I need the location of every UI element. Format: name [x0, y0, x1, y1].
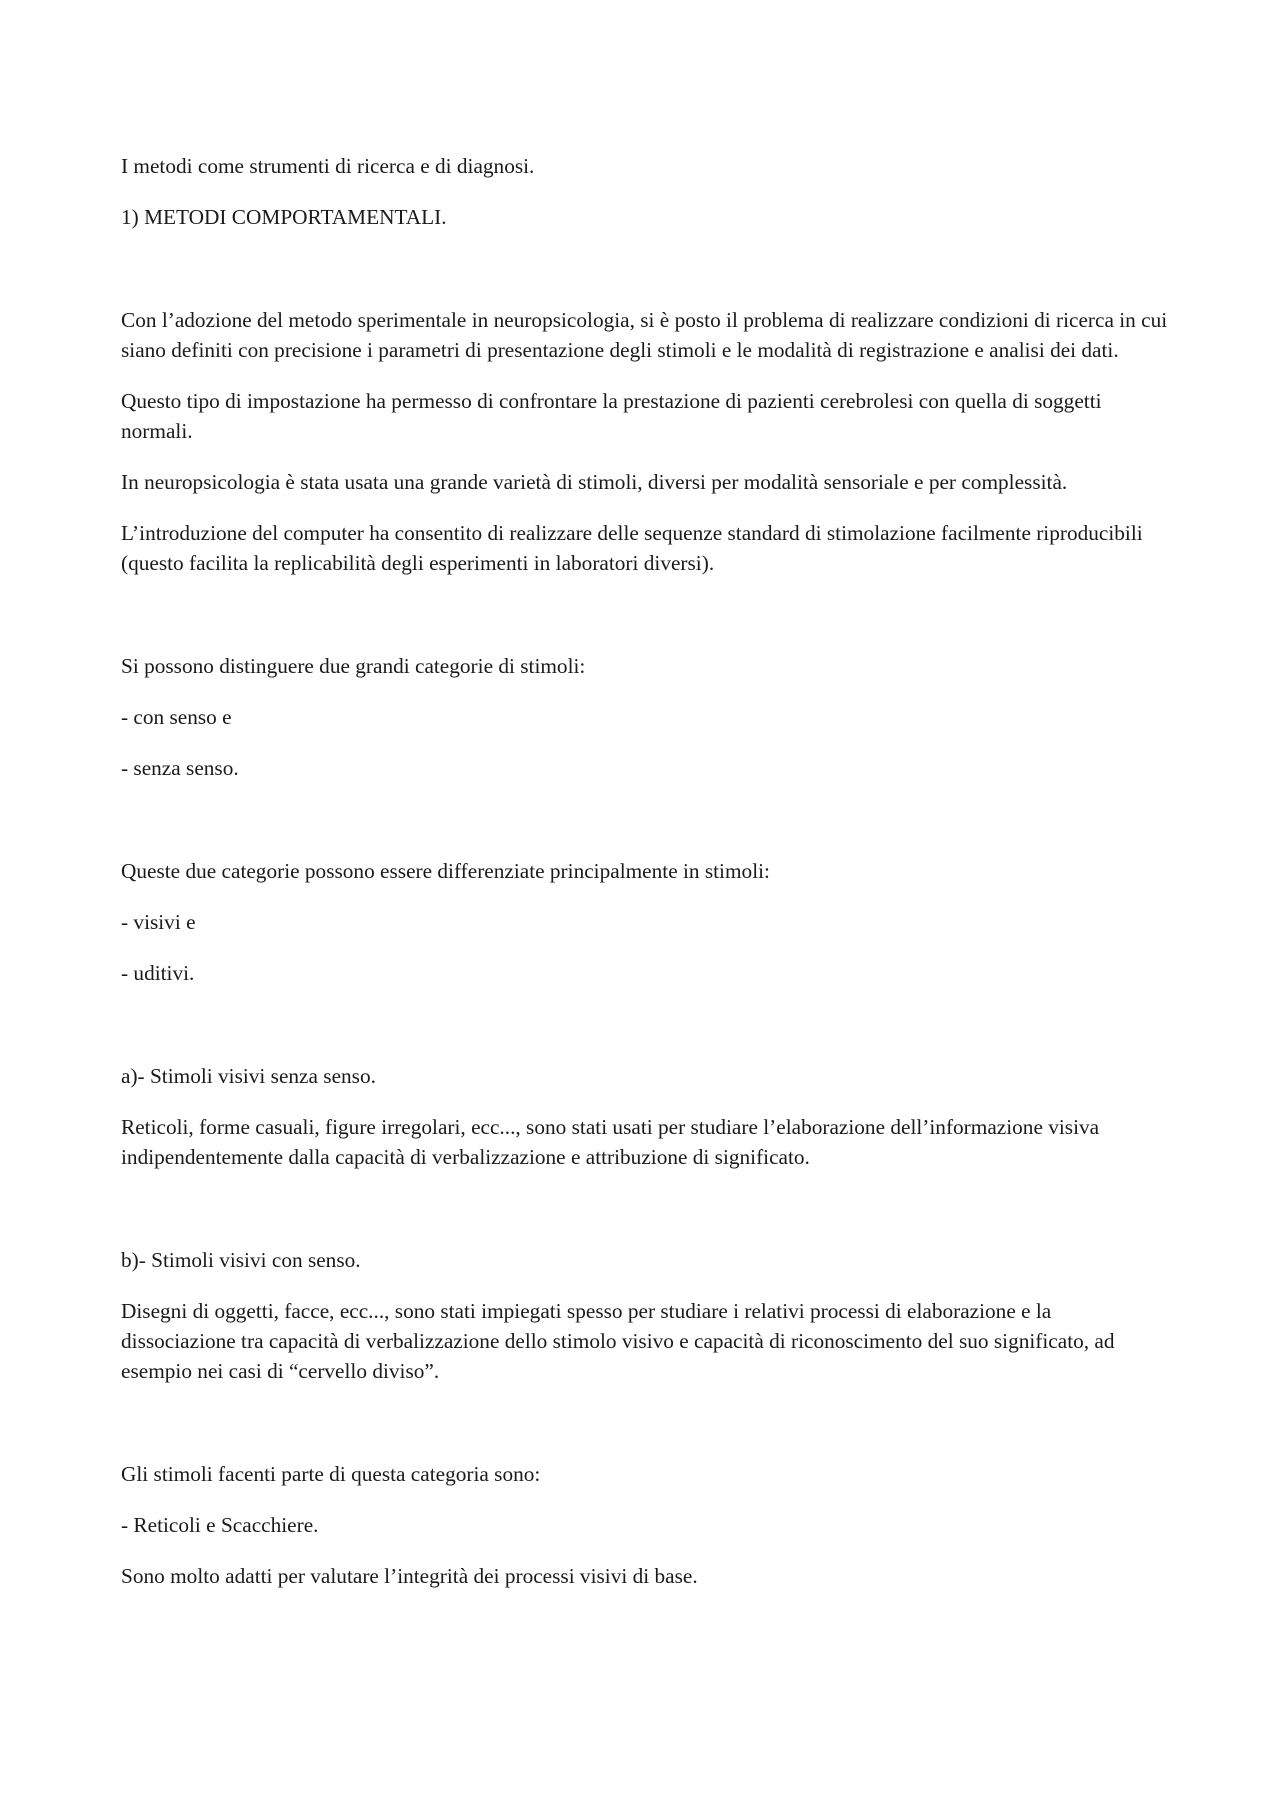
document-title: I metodi come strumenti di ricerca e di diagnosi. — [121, 154, 535, 178]
list-item: - Reticoli e Scacchiere. — [121, 1513, 319, 1537]
paragraph: Gli stimoli facenti parte di questa categoria sono: — [121, 1462, 541, 1486]
subsection-heading: a)- Stimoli visivi senza senso. — [121, 1064, 376, 1088]
list-item: - visivi e — [121, 910, 196, 934]
list-item: - senza senso. — [121, 756, 239, 780]
paragraph: Con l’adozione del metodo sperimentale in neuropsicologia, si è posto il problema di realizzare condizioni di ricerca in cui siano definiti con precisione i parametri di presentazione degli stimoli e le modalità di registrazione e analisi dei dati. — [121, 308, 1168, 362]
paragraph: Sono molto adatti per valutare l’integrità dei processi visivi di base. — [121, 1564, 698, 1588]
section-heading: 1) METODI COMPORTAMENTALI. — [121, 205, 447, 229]
paragraph: Si possono distinguere due grandi categorie di stimoli: — [121, 654, 586, 678]
document-body — [121, 151, 1171, 1591]
paragraph: Queste due categorie possono essere differenziate principalmente in stimoli: — [121, 859, 770, 883]
subsection-heading: b)- Stimoli visivi con senso. — [121, 1248, 361, 1272]
list-item: - con senso e — [121, 705, 232, 729]
paragraph: L’introduzione del computer ha consentito di realizzare delle sequenze standard di stimolazione facilmente riproducibili (questo facilita la replicabilità degli esperimenti in laboratori diversi). — [121, 521, 1143, 575]
list-item: - uditivi. — [121, 961, 195, 985]
paragraph: In neuropsicologia è stata usata una grande varietà di stimoli, diversi per modalità sensoriale e per complessità. — [121, 470, 1068, 494]
paragraph: Reticoli, forme casuali, figure irregolari, ecc..., sono stati usati per studiare l’elaborazione dell’informazione visiva indipendentemente dalla capacità di verbalizzazione e attribuzione di significato. — [121, 1115, 1100, 1169]
paragraph: Questo tipo di impostazione ha permesso di confrontare la prestazione di pazienti cerebrolesi con quella di soggetti normali. — [121, 389, 1102, 443]
paragraph: Disegni di oggetti, facce, ecc..., sono stati impiegati spesso per studiare i relativi processi di elaborazione e la dissociazione tra capacità di verbalizzazione dello stimolo visivo e capacità di riconoscimento del suo significato, ad esempio nei casi di “cervello diviso”. — [121, 1299, 1115, 1383]
